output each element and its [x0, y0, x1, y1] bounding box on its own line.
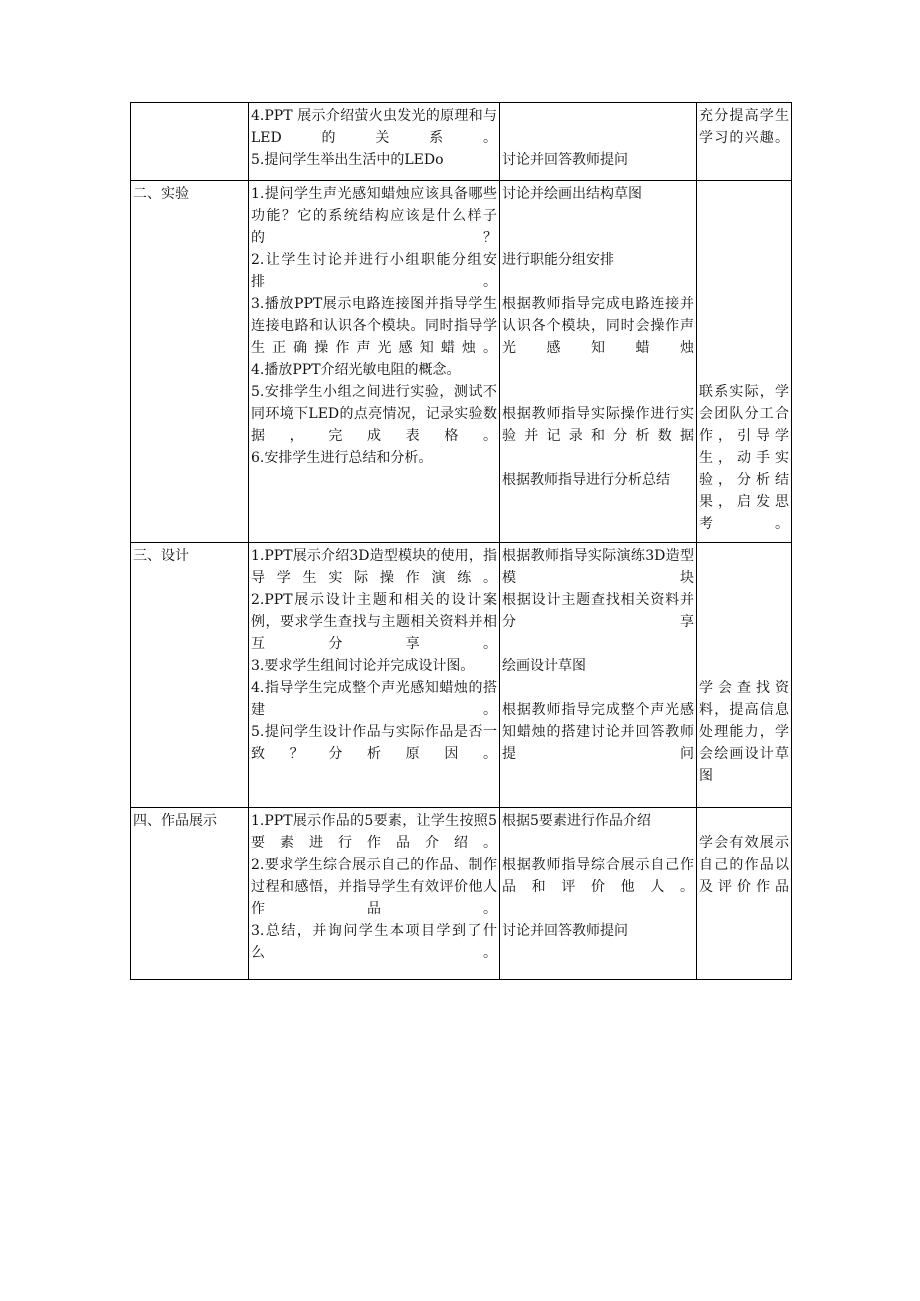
teacher-item: 2.让学生讨论并进行小组职能分组安排。	[251, 252, 497, 290]
table-row	[131, 543, 792, 808]
teacher-activity-cell	[249, 543, 500, 808]
student-item: 根据教师指导完成电路连接并认识各个模块，同时会操作声光感知蜡烛	[502, 296, 694, 356]
student-item: 根据教师指导实际演练3D造型模块	[502, 548, 694, 586]
purpose-text: 充分提高学生学习的兴趣。	[699, 108, 789, 146]
teacher-activity-cell	[249, 808, 500, 980]
student-item: 讨论并绘画出结构草图	[502, 186, 642, 202]
student-activity-cell	[500, 808, 697, 980]
teacher-item: 5.安排学生小组之间进行实验，测试不同环境下LED的点亮情况，记录实验数据，完成表格。	[251, 384, 497, 444]
table-row	[131, 808, 792, 980]
stage-cell: 三、设计	[131, 543, 249, 808]
purpose-text: 学会查找资料，提高信息处理能力，学会绘画设计草图	[699, 680, 789, 784]
purpose-cell	[697, 103, 792, 181]
teacher-item: 4.PPT 展示介绍萤火虫发光的原理和与LED的关系。	[251, 108, 497, 146]
purpose-cell	[697, 181, 792, 543]
student-item: 根据教师指导综合展示自己作品和评价他人。	[502, 857, 694, 895]
teacher-item: 5.提问学生设计作品与实际作品是否一致？分析原因。	[251, 724, 497, 762]
student-item: 根据教师指导完成整个声光感知蜡烛的搭建讨论并回答教师提问	[502, 702, 694, 762]
stage-cell	[131, 103, 249, 181]
teacher-item: 4.播放PPT介绍光敏电阻的概念。	[251, 362, 461, 378]
teacher-activity-cell	[249, 103, 500, 181]
student-activity-cell	[500, 181, 697, 543]
teacher-item: 4.指导学生完成整个声光感知蜡烛的搭建。	[251, 680, 497, 718]
student-item: 讨论并回答教师提问	[502, 152, 628, 168]
student-activity-cell	[500, 103, 697, 181]
teacher-item: 3.总结，并询问学生本项目学到了什么。	[251, 923, 497, 961]
student-item: 根据教师指导进行分析总结	[502, 472, 670, 488]
student-item: 根据5要素进行作品介绍	[502, 813, 651, 829]
teacher-item: 5.提问学生举出生活中的LEDo	[251, 152, 444, 168]
stage-cell: 二、实验	[131, 181, 249, 543]
student-item: 进行职能分组安排	[502, 252, 614, 268]
teacher-item: 2.要求学生综合展示自己的作品、制作过程和感悟，并指导学生有效评价他人作品。	[251, 857, 497, 917]
purpose-text: 学会有效展示自己的作品以及评价作品	[699, 835, 789, 895]
teacher-item: 3.要求学生组间讨论并完成设计图。	[251, 658, 475, 674]
teacher-item: 2.PPT展示设计主题和相关的设计案例，要求学生查找与主题相关资料并相互分享。	[251, 592, 497, 652]
teacher-item: 1.PPT展示介绍3D造型模块的使用，指导学生实际操作演练。	[251, 548, 497, 586]
table-row	[131, 181, 792, 543]
purpose-cell	[697, 543, 792, 808]
student-item: 根据教师指导实际操作进行实验并记录和分析数据	[502, 406, 694, 444]
teacher-activity-cell	[249, 181, 500, 543]
table-row	[131, 103, 792, 181]
lesson-plan-table	[130, 102, 792, 980]
purpose-text: 联系实际，学会团队分工合作，引导学生，动手实验，分析结果，启发思考。	[699, 384, 789, 532]
student-item: 根据设计主题查找相关资料并分享	[502, 592, 694, 630]
student-item: 绘画设计草图	[502, 658, 586, 674]
teacher-item: 1.PPT展示作品的5要素，让学生按照5要素进行作品介绍。	[251, 813, 497, 851]
teacher-item: 3.播放PPT展示电路连接图并指导学生连接电路和认识各个模块。同时指导学生正确操作声光感知蜡烛。	[251, 296, 497, 356]
teacher-item: 6.安排学生进行总结和分析。	[251, 450, 433, 466]
stage-cell: 四、作品展示	[131, 808, 249, 980]
teacher-item: 1.提问学生声光感知蜡烛应该具备哪些功能？它的系统结构应该是什么样子的？	[251, 186, 497, 246]
student-activity-cell	[500, 543, 697, 808]
student-item: 讨论并回答教师提问	[502, 923, 628, 939]
purpose-cell	[697, 808, 792, 980]
